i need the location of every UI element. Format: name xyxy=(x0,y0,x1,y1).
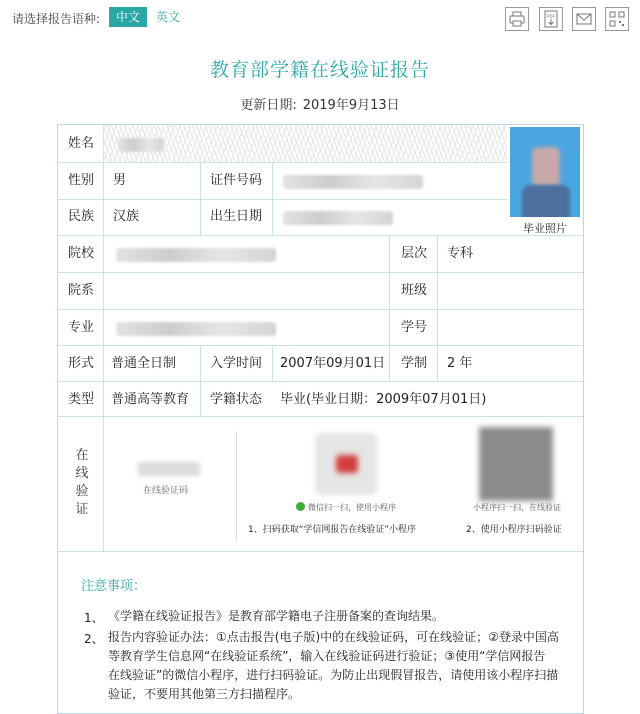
pdf-icon-text: PDF xyxy=(547,14,555,19)
education-type-value: 普通高等教育 xyxy=(111,392,190,407)
top-bar xyxy=(0,0,640,36)
update-date-value: 2019年9月13日 xyxy=(302,98,400,113)
major-redacted xyxy=(116,322,276,336)
verification-qr-code xyxy=(479,427,553,501)
program-length-value: 2 年 xyxy=(447,356,473,371)
notes-section xyxy=(58,553,583,713)
school-label: 院校 xyxy=(68,246,95,261)
class-label: 班级 xyxy=(401,283,428,298)
print-button[interactable] xyxy=(505,7,529,31)
qrcode-button[interactable] xyxy=(605,7,629,31)
id-number-label: 证件号码 xyxy=(210,173,263,188)
report-frame xyxy=(57,124,584,714)
language-english-button[interactable]: 英文 xyxy=(156,10,181,24)
online-verification-section xyxy=(58,417,583,552)
school-redacted xyxy=(116,248,276,262)
photo-image xyxy=(510,127,580,217)
notes-title: 注意事项： xyxy=(81,579,147,594)
study-form-label: 形式 xyxy=(68,356,95,371)
language-label: 请选择报告语种: xyxy=(12,12,101,26)
department-label: 院系 xyxy=(68,283,95,298)
id-number-redacted xyxy=(283,175,423,189)
verification-code-caption: 在线验证码 xyxy=(143,486,189,496)
education-type-label: 类型 xyxy=(68,392,95,407)
verification-code-redacted[interactable] xyxy=(138,462,200,476)
update-date-line xyxy=(0,94,640,113)
step-one-caption: 1、扫码获取“学信网报告在线验证”小程序 xyxy=(248,525,417,535)
gender-value: 男 xyxy=(113,173,127,188)
enrollment-date-value: 2007年09月01日 xyxy=(280,356,386,371)
report-title: 教育部学籍在线验证报告 xyxy=(209,59,430,81)
student-number-label: 学号 xyxy=(401,320,428,335)
graduation-photo xyxy=(507,125,583,235)
print-icon xyxy=(509,11,525,27)
step-two-caption: 2、使用小程序扫码验证 xyxy=(466,525,562,535)
note-2-number: 2、 xyxy=(84,632,104,646)
note-2-line-1: 报告内容验证办法：①点击报告(电子版)中的在线验证码，可在线验证；②登录中国高 xyxy=(108,630,559,644)
gender-label: 性别 xyxy=(68,173,95,188)
email-button[interactable] xyxy=(572,7,596,31)
language-chinese-button[interactable]: 中文 xyxy=(109,7,147,27)
ethnicity-value: 汉族 xyxy=(113,209,140,224)
level-value: 专科 xyxy=(447,246,474,261)
name-label: 姓名 xyxy=(68,136,95,151)
info-table xyxy=(58,125,583,417)
birth-date-redacted xyxy=(283,211,393,225)
status-label: 学籍状态 xyxy=(210,392,263,407)
note-2-line-2: 等教育学生信息网“在线验证系统”，输入在线验证码进行验证；③使用“学信网报告 xyxy=(108,649,546,663)
note-1-text: 《学籍在线验证报告》是教育部学籍电子注册备案的查询结果。 xyxy=(108,609,445,623)
wechat-scan-hint: 微信扫一扫，使用小程序 xyxy=(308,503,396,512)
qrcode-icon xyxy=(609,11,625,27)
ethnicity-label: 民族 xyxy=(68,209,95,224)
note-1-number: 1、 xyxy=(84,611,104,625)
miniprogram-scan-hint: 小程序扫一扫，在线验证 xyxy=(473,503,561,512)
birth-date-label: 出生日期 xyxy=(210,209,263,224)
wechat-icon xyxy=(296,502,305,511)
update-date-label: 更新日期: xyxy=(240,98,297,113)
online-verification-label: 在 线 验 证 xyxy=(75,448,89,517)
study-form-value: 普通全日制 xyxy=(111,356,177,371)
status-value: 毕业(毕业日期：2009年07月01日) xyxy=(280,392,487,407)
enrollment-date-label: 入学时间 xyxy=(210,356,263,371)
level-label: 层次 xyxy=(401,246,428,261)
note-2-line-4: 验证，不要用其他第三方扫描程序。 xyxy=(108,687,301,701)
photo-caption: 毕业照片 xyxy=(523,222,567,235)
pdf-icon xyxy=(543,10,559,28)
pdf-button[interactable] xyxy=(539,7,563,31)
note-2-line-3: 在线验证”的微信小程序，进行扫码验证。为防止出现假冒报告，请使用该小程序扫描 xyxy=(108,668,559,682)
mail-icon xyxy=(576,13,592,25)
name-redacted xyxy=(118,138,164,152)
program-length-label: 学制 xyxy=(401,356,428,371)
major-label: 专业 xyxy=(68,320,95,335)
miniprogram-logo-icon xyxy=(336,455,358,473)
